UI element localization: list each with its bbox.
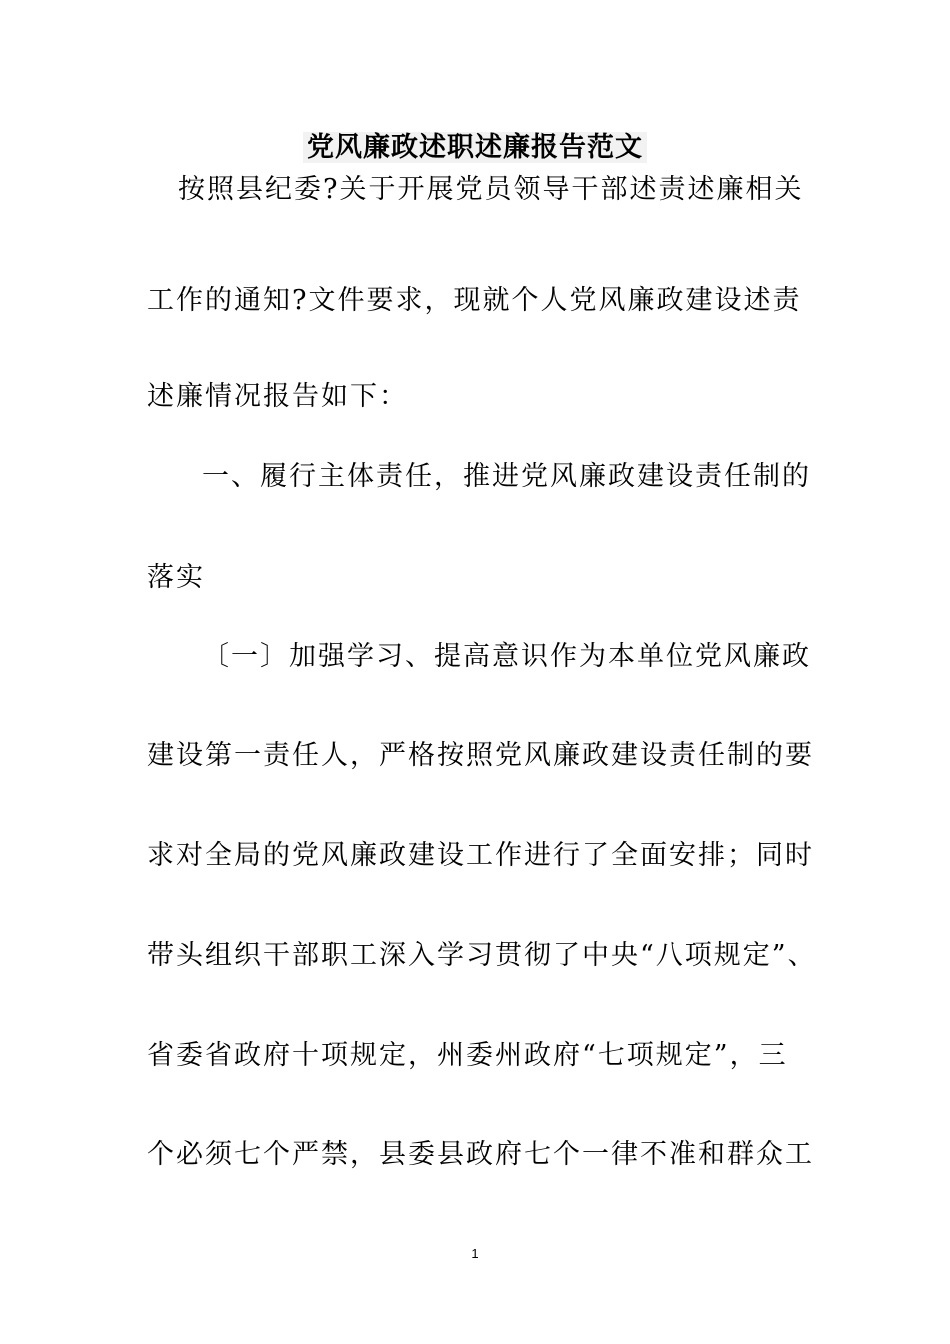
page-number: 1 — [471, 1246, 479, 1261]
body-line-8: 求对全局的党风廉政建设工作进行了全面安排；同时 — [147, 840, 814, 871]
body-line-5: 落实 — [147, 562, 205, 593]
section-heading-1: 一、履行主体责任，推进党风廉政建设责任制的 — [202, 461, 811, 492]
body-line-2: 工作的通知?文件要求，现就个人党风廉政建设述责 — [147, 285, 802, 316]
body-line-1: 按照县纪委?关于开展党员领导干部述责述廉相关 — [178, 174, 804, 205]
body-line-9: 带头组织干部职工深入学习贯彻了中央“八项规定”、 — [147, 940, 817, 971]
document-title — [0, 126, 950, 170]
document-title-text: 党风廉政述职述廉报告范文 — [303, 132, 647, 163]
body-line-11: 个必须七个严禁，县委县政府七个一律不准和群众工 — [147, 1139, 814, 1170]
body-line-10: 省委省政府十项规定，州委州政府“七项规定”，三 — [147, 1040, 788, 1071]
body-line-7: 建设第一责任人，严格按照党风廉政建设责任制的要 — [147, 740, 814, 771]
body-line-3: 述廉情况报告如下： — [147, 381, 408, 412]
subsection-heading-1: 〔一〕加强学习、提高意识作为本单位党风廉政 — [202, 641, 811, 672]
